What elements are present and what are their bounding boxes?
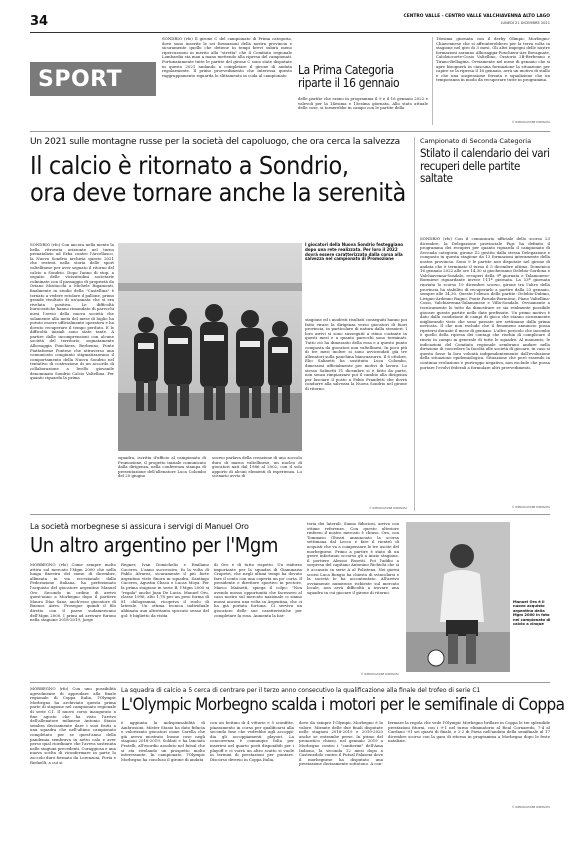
- olympic-article-col2: è aggiunta la indispensabilità di Ambrosioni. Mister Stasio ha dato fiducia e valorizzato giocatori come Carella che già aveva mostrato buone cose negli stagioni 2018-2019, Soldati e ha lanciato Fratelli, all'esordio assoluto nel futsal che si sta rivelando un prospetto molto interessante. In campionato, l'Olympic Morbegno ha concluso il girone di andata: [121, 721, 205, 762]
- header-rule: [30, 32, 550, 33]
- mgm-article-col3: di Oro e di tutto rispetto. Un rinforzo importante per la squadra di Giammaria Crapetri, che negli ultimi tempi ha dovuto fare il conto con una coperta un po' corta. Il presidente e direttore sportivo in pectore, Marco Mainetti, spiega il colpo: "Non avendo mosso opportunità che facessero al caso nostro sul mercato nazionale ci siamo mossi ancora una volta in Argentina, che ci ha già portato fortuna. Ci serviva un giocatore delle sue caratteristiche per completare la rosa. Aumenta la bat-: [214, 563, 302, 618]
- team-photo-illustration: [118, 243, 302, 451]
- rule-under-main: [30, 514, 550, 515]
- top-divider: [432, 37, 433, 125]
- sport-band: [30, 62, 156, 96]
- section-title: CENTRO VALLE - CENTRO VALLE VALCHIAVENNA ALTO LAGO: [403, 14, 550, 19]
- right-credit: © RIPRODUZIONE RISERVATA: [511, 506, 550, 509]
- main-article-col3: scorso parlava della creazione di uno zoccolo duro di marca valtellinese, un nucleo di giocatori nati dal 1986 al 2002, con il solo apporto di alcuni elementi di esperienza. Lo scenario avvio di: [212, 456, 302, 479]
- main-kicker: Un 2021 sulle montagne russe per la società del capoluogo, che ora cerca la salvezza: [30, 137, 400, 147]
- main-caption-box: [305, 243, 407, 295]
- mgm-article-col4: teria dei laterali. Siamo fiduciosi, arriva con ottime referenze. Con questo ulteriore rinforzo il nostro mercato è chiuso. Ora, con Tommaso Ghezzi annunciato la scorsa settimana dal Lecco e fare il rientrò di acquisti che va a compensare le tre uscite del morbegnese. Primo a partire è stato di un grave infortunio occorso gli a inizio stagione, il portiere Alessio Rosetti. Poi l'addio a sorpresa del capitano Antonino Richichi che si è accasato in serie A al Polistena. Nei giorni scorsi Luca Bongio ha chiesto di svincolarsi e la società lo ha accontentato. All'arrivo ovviamente numerose richieste sul mercato locale, non avrà difficoltà a trovare una squadra in cui giocare il girone di ritorno.: [307, 522, 399, 595]
- main-article-col2: squadra, iscritta d'ufficio al campionato di Promozione, il progetto iniziale comunicato dalla dirigenza, nella conferenza stampa di presentazione dell'allenatore Luca Colombo del 20 giugno: [118, 456, 206, 479]
- main-headline-line1: Il calcio è ritornato a Sondrio,: [30, 151, 349, 180]
- main-credit: © RIPRODUZIONE RISERVATA: [368, 507, 407, 510]
- page-number: 34: [30, 14, 49, 29]
- top-article-headline: La Prima Categoria riparte il 16 gennaio: [298, 63, 400, 90]
- right-headline: Stilato il calendario dei vari recuperi delle partite saltate: [420, 146, 550, 186]
- right-divider: [414, 137, 415, 511]
- top-article-col1: SONDRIO (rfo) Il girone C del campionato di Prima categoria, dove sono inserite le sei formazioni della nostra provincia e sicuramente quello che detiene in tempi brevi subirà meno ripercussioni in merito alla "stretta" che il Comitato regionale Lombardia sta man a mano mettendo alla ripresa del campionati. Fortunatamente tutte le partite del girone C sono state disputate in questo 2021 andando a completare il girone di andata regolarmente. Il primo provvedimento che interessa questo raggruppamento riguarda lo slittamento in coda al campionato: [162, 37, 292, 78]
- mgm-caption: Manuel Oro è il nuovo acquisto argentino della Mgm 2000 in foto nel campionato di calcio a cinque: [513, 600, 551, 627]
- main-article-col4: stagione ed i modesti risultati conseguiti hanno poi fatto virare la dirigenza verso giocatori di fuori provincia, in particolare di natura dalla stranieri. I loro arrivi si sono susseguiti a ritmo costante in questi mesi e a quanto parecchi sono terminati. Tutto ciò ha dimezzato della rosa e a questo punto composta da giocatori non valtellinesi. In poco più di tre mesi inoltre si sono avvicendati già tre allenatori sulla panchina biancazzurra. Il 6 ottobre, Elio Salinetti ha sostituito Luca Colombo, dimessosi ufficialmente per motivi di lavoro. Lo stesso Salinetti l'1 dicembre si è fatto da parte, non senza rimpiazzare poi il cambio alla dirigenza per lasciare il posto a Fabio Prandetti che dovrà condurre alla salvezza la Nuova Sondrio nel girone di ritorno.: [305, 318, 407, 391]
- mgm-article-col2: Regner, Ivan Domichelis e Emiliano Caceres. L'anno successivo, fu la volta di Pablo Alvarez, sicuramente il più forte argentino visto finora in squadra, Santiago Caceres, Agustin Chaca e Lucas Moya. Per la prima stagione in serie B, l'Mgm 2000 si "regala" anche Juan De Lucia. Manuel Oro, classe 1996, alto 1,78 per un peso forma di 81 chilogrammi, ricopriva il ruolo di laterale. Un ottima tecnica individuale abbinata aun altrettanto spiccato senso del gol: è biglietto da visita: [121, 563, 209, 618]
- page-header: [30, 12, 550, 32]
- top-credit: © RIPRODUZIONE RISERVATA: [511, 121, 550, 124]
- top-article-col2: delle partite che erano in programma il 9 e il 16 gennaio 2022 e valevoli per la 14esima e 15esima giornata. Allo stato attuale delle cose, si tornerebbe in campo con le partite della: [298, 97, 428, 111]
- olympic-article-col3: con un bottino di 4 vittorie e 5 sconfitte, piazzamento in corsa per qualificarsi alla seconda fase che vedrebbe agli accoppi-dia gli accoppiamenti playout. La concorrenza è comunque folta per inserirsi nel quarto posti disponibili per i playoff e ci vorrà un altro scatto si vuole in termini di prestazioni per puntare. Discorso diverso in Coppa Italia,: [210, 721, 294, 762]
- olympic-article-col1: MORBEGNO (rfo) Con uno possibilità agevolmente di approdare alla finale regionale di Coppa Italia, l'Olympic Morbegno ha archiviato questa prima parte di stagione nel campionato regionale di serie C1. Il nuovo corso inaugurato a fine agosto che ha visto l'arrivo dell'allenatore milanese Antonio Stasio sembra decisamente dare i suoi frutti a una squadra che nell'ultimo campionato completato per se quest'anno della pandemia sembrava in netto calo e aver perso qual riordinare che l'aveva sostenuta nelle stagioni precedenti. Coraggiosa e una nuova scelta di riconfermare in parte lo zoccolo duro formato da Lorenzoni, Porta e Redaelli, a cui si: [30, 687, 116, 765]
- olympic-credit: © RIPRODUZIONE RISERVATA: [511, 806, 550, 809]
- olympic-kicker: La squadra di calcio a 5 cerca di centrare per il terzo anno consecutivo la qualificazione alla finale del trofeo di serie C1: [121, 687, 481, 694]
- rule-under-mgm: [30, 682, 550, 683]
- mgm-kicker: La società morbegnese si assicura i servigi di Manuel Oro: [30, 522, 249, 531]
- player-photo: [406, 522, 510, 672]
- top-article-col3: 16esima giornata con il derby Olimpic Morbegno-Chiavennese che si affronterebbero per la terza volta in stagione nel giro di 3 mesi. Gli altri impegni delle nostre formazioni saranno Albosaggia-Ponchiera-Ars Bovagnate, Calolziocorte-Cosio Valtellino, Oratorio 2B-Berbenno e Tirano-Bellagina. Ovviamente nel mese di gennaio che si apre bisognerà in ciascuna formazione la situazione per capire se la ripresa il 16 gennaio, avrà un motivo di stallo e che una sospensione forzata e squalizione che un temporanea in modo da recuperare tutte in programma.: [436, 37, 550, 83]
- team-celebration-photo: [118, 243, 302, 451]
- player-photo-illustration: [406, 522, 510, 672]
- main-caption: I giocatori della Nuova Sondrio festeggiano dopo una rete realizzata. Per loro il 2022 dovrà essere caratterizzato dalla corsa alla salvezza nel campionato di Promozione: [305, 242, 404, 262]
- rule-under-top: [30, 131, 550, 132]
- right-kicker: Campionato di Seconda Categoria: [420, 137, 532, 145]
- issue-date: LUNEDÌ 21 DICEMBRE 2021: [500, 21, 550, 25]
- mgm-article-col1: MORBEGNO (rfo) Come sempre molto attiva sul mercato l'Mgm 2000 che nella lunga finestra del mese di dicembre, allineata in via eccezionale dalla Federazione Italiana, ha perfezionato l'acquisto del giocatore argentino Manuel Oro. Secondo in ordine di arrivo quest'anno a Morbegno dopo il partiere Mauro Díaz Sanz, anch'esso giocatore di Buenos Aires. Prosegue quindi il filo diretto con il paese sudamericano dell'Mgm 2000. I primi ad arrivare furono nella stagione 2018-2019, Jorge: [30, 563, 116, 623]
- main-article-col1: SONDRIO (rfo) Con ancora nella mente la bella ritrovata orizzonte nel turno prenatalizio ad Erba contro l'Arcellasco, la Nuova Sondrio archivia questo 2021 che resterà nella storia delle sport valtellinese per aver segnato il ritorno del calcio a Sondrio. Dopo l'anno di stop, a seguito delle vicissitudini societarie culminate con il passaggio di proprietà da Oriano Mostacchi a Michele Rigamonti, finalmente in studio della "Castellina" è tornato a vedere rotolare il pallone, primo grande risultato di un'annata che si era rivelata positiva. Le difficoltà burocratiche hanno rimandato di parecchi mesi l'avvio della nuova società che solamente alla metà del mese di luglio ha potuto essere ufficialmente operativa e ha dovuto recuperare il tempo perduto. E le difficoltà iniziali sono state tante. A partire dalle incomprensioni con alcune società del territorio, segnatamente Albosaggia Ponchiera, Berbenno, Ponte Piattaforme Pontese che attraverso una comunicato congiunto stigmatizzavano il comportamento della Nuova Sondrio nel tentativo di costruzione di un accordo di collaborazione a livello giovanile denominato Sondrio Calcio Valtellina. Per quanto riguarda la prima: [30, 243, 114, 381]
- olympic-headline: L'Olympic Morbegno scalda i motori per le semifinale di Coppa: [121, 695, 565, 715]
- sport-label: SPORT: [38, 67, 123, 92]
- olympic-article-col4: dove da sempre l'Olympic Morbegno è la valore. Mirante delle due finali disputate nelle stagioni 2018-2019 e 2019-2020 anche se entrambe perse. In primo del pronostico chiuso, nel gennaio 2019 a Morbegno contro i "cantierini" dell'Ama Indiono, la seconda 12 mesi dopo a Castenedolo contro il Futsal Palaseni dove il morbegnese ha disputato una prestazione decisamente sottotono. A con-: [299, 721, 383, 767]
- main-headline-line2: ora deve tornare anche la serenità: [30, 178, 406, 207]
- right-article-body: SONDRIO (rfo) Con il comunicato ufficiale dello scorso 23 dicembre, la Delegazione provinciale Figc ha definito il programma dei recuperi per quanto riguarda il campionato di Seconda categoria, girone Z2 gestito dalla stessa Delegazione e composto in questa stagione da 13 formazioni interamente della nostra provincia. Sono 9 le partite non disputate nel girone di andata che è terminato il turno il 5 dicembre ultimo. Domenica 16 gennaio 2022 alle ore 14,30 si giocheranno Delebio-Gordona e Valchiavenna-Sondalo, recuperi della 9ª giornata e Talamonese-Bormiese riguardante invece l'11ª giornata. La 13ª giornata rinviata lo scorso 19 dicembre scorso, girone tra l'altro della provincia ha stabilito di recuperarlo a partire dalla 23 gennaio, sempre alle 14,30. Queste l'elenco delle partite: Delebio-Dubino, Livigno-Ardenno Ragno, Ponte Paruda-Bormiese, Piano Valtellina-Cosio, Valchiavenna-Talamonese e Villa-Sondalo. Ovviamente a tecnicamente lo tutto da dimostrare se sia realmente possibile giocare queste partite nelle date prefissate. Un primo motivo è dato dalla condizione di campi di gioco che stanno sicuramente migliorando visto che sono passate ore settimane dalla prima nevicata. Il che non esclude che il fenomeno annuncio possa ripetersi durante il mese di gennaio. L'altro pericolo che incombe è quello della ripresa dei contagi che rischia di complicare il rinvio in campo in generale di tutte le squadre. Al momento, le indicazioni del Comitato regionale sembrano andare nella direzione di concedere la facoltà alle società di giocare, in caso si questa fosse la loro volontà indipendentemente dall'evoluzione della situazione epidemiologica. Situazione che però essendo in continua evoluzione e purtroppo negativa, non esclude che possa portare l'evolvi federali a formulare altri provvedimenti.: [420, 237, 550, 370]
- mgm-credit: © RIPRODUZIONE RISERVATA: [360, 673, 399, 676]
- mgm-headline: Un altro argentino per l'Mgm: [30, 533, 279, 557]
- olympic-article-col5: fermare la regola che vede l'Olympic Morbegno brillare in Coppa le tre splendide prestazioni fitorni, con i 9-1 nel turno eliminatorio al Real Cornaredo, 7-4 al Cardano '91 sei quarti di finale, e 2-2 di Pavia nell'andata della semifinale al 17 dicembre scorso con la gara di ritorno in programma a Morbegno dopo le feste natalizie.: [388, 721, 550, 744]
